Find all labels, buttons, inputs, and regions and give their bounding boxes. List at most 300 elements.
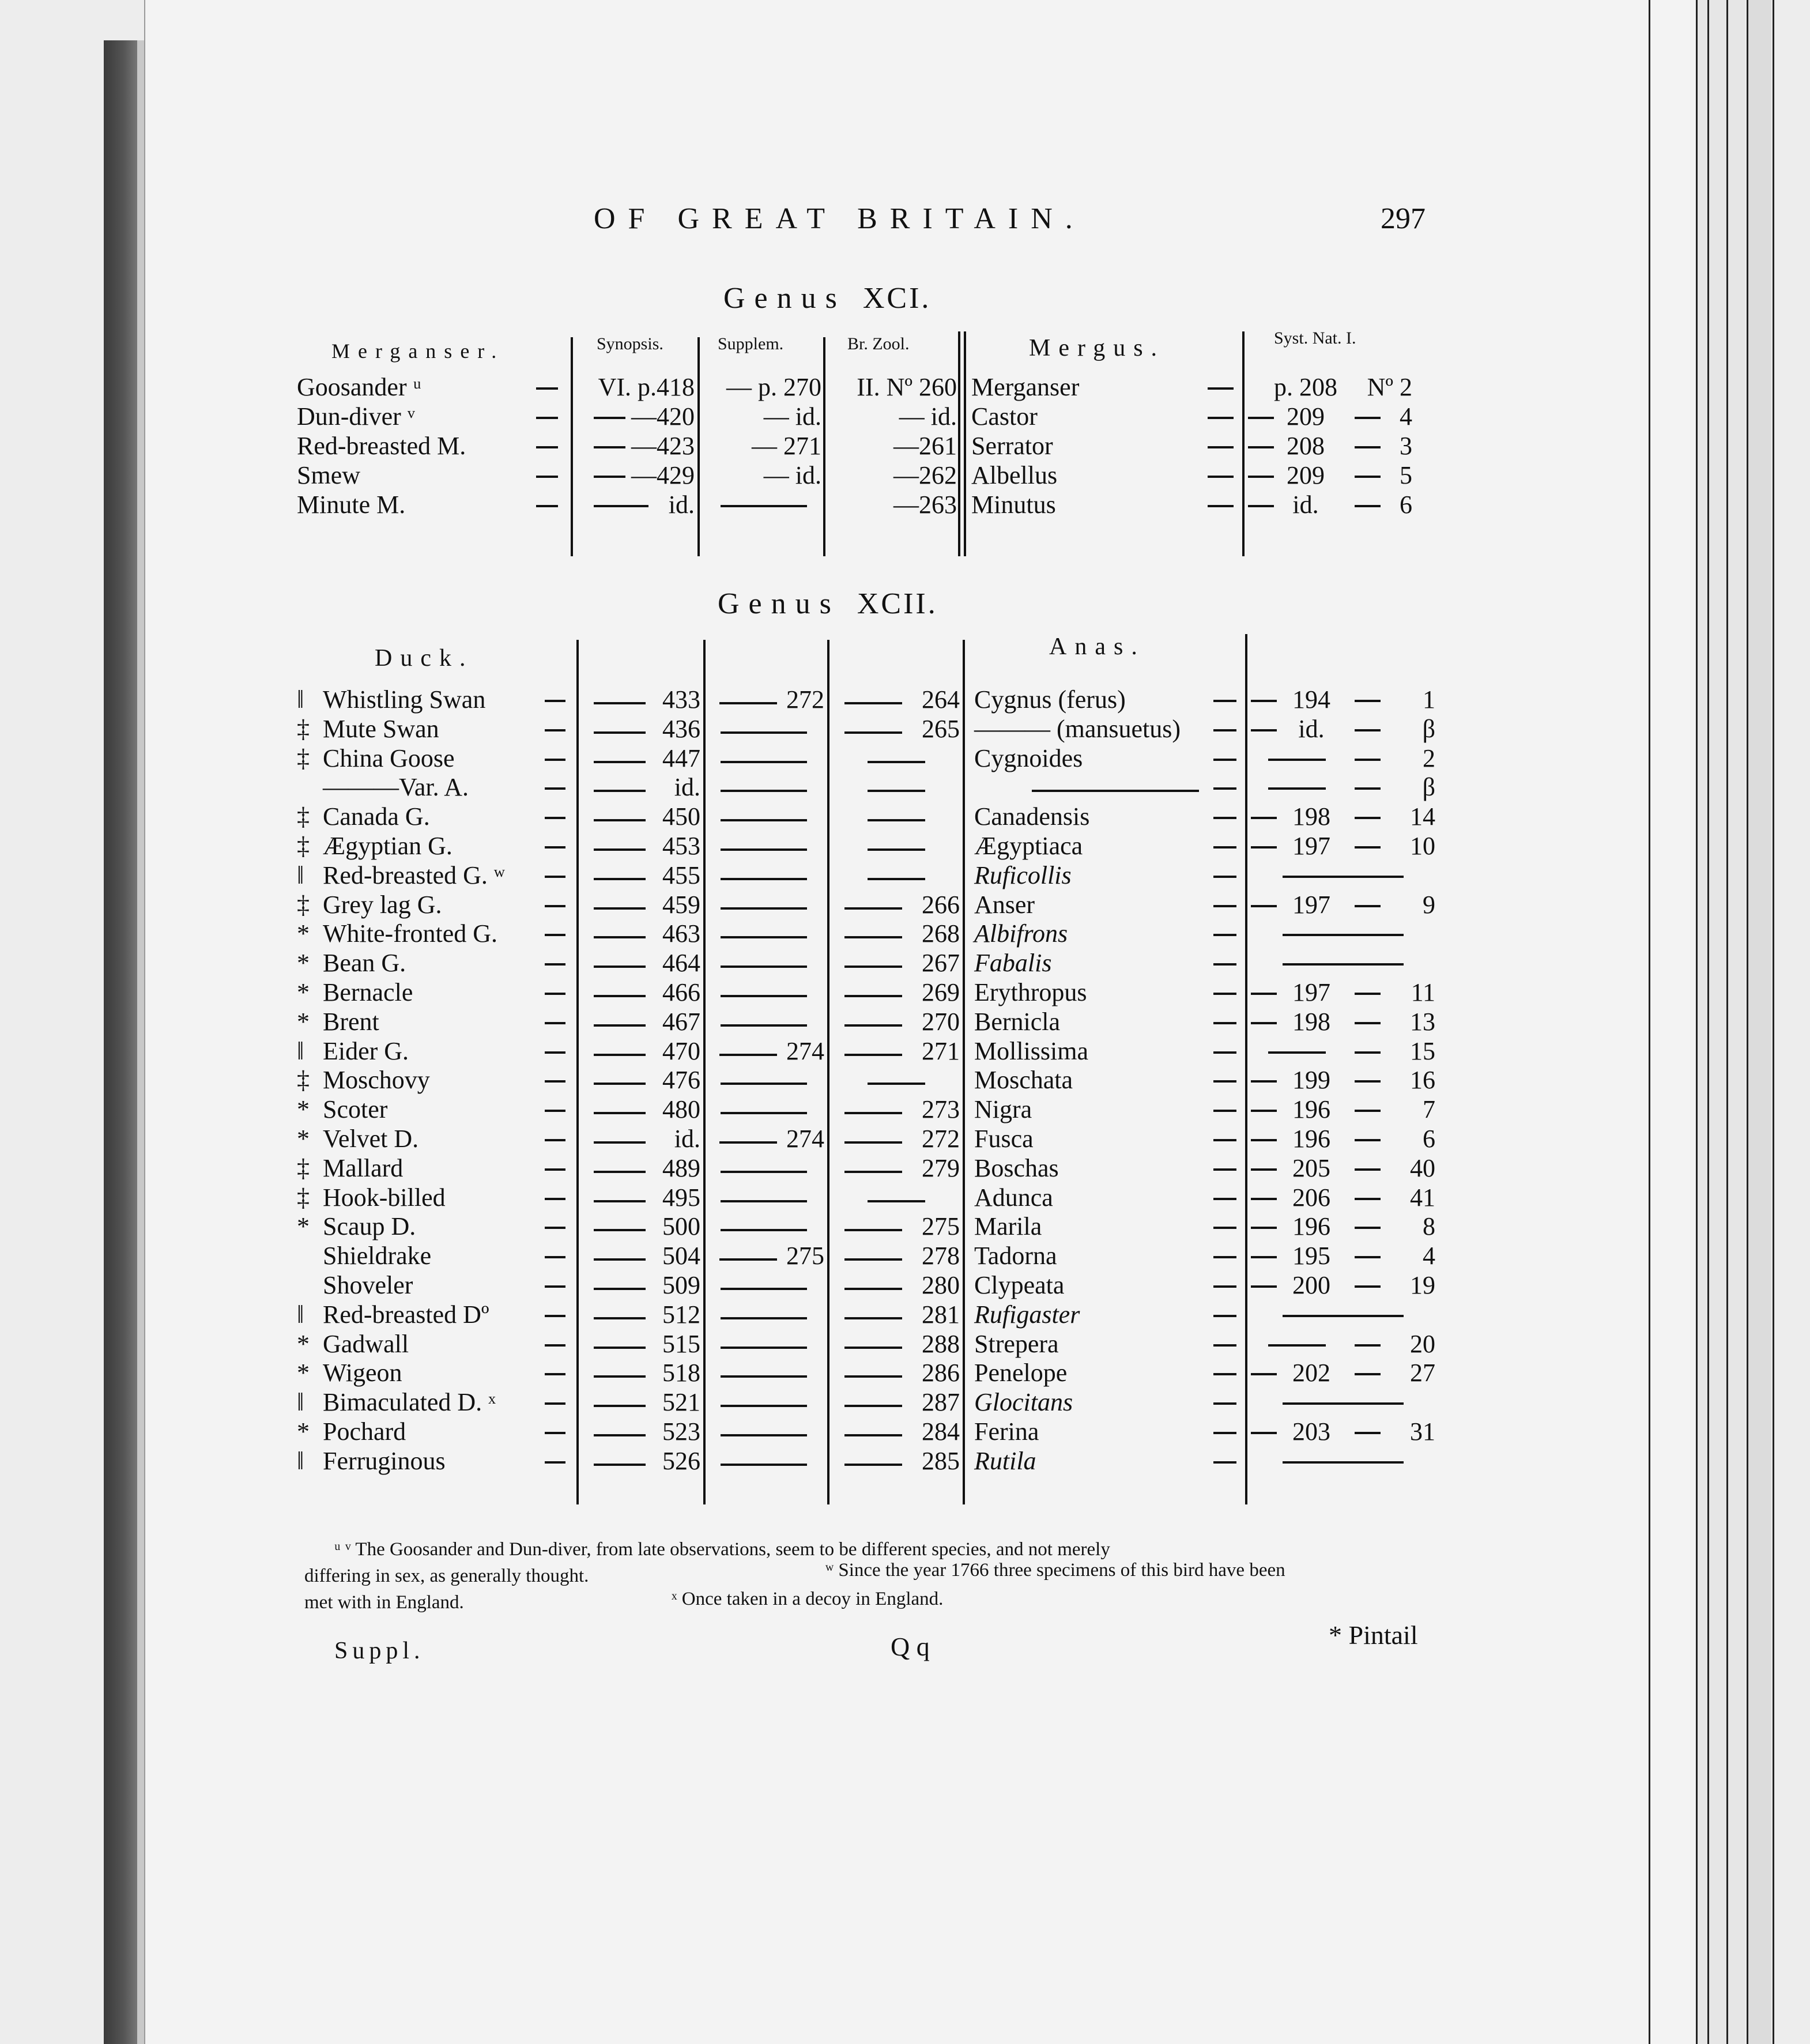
dash-rule [1213,817,1236,819]
brzool-ref: 285 [922,1447,960,1475]
synopsis-ref: 470 [662,1037,700,1065]
latin-name: Fabalis [974,949,1052,977]
dash-rule [1251,1110,1277,1112]
latin-name: Ruficollis [974,861,1072,889]
supplement-ref: — p. 270 [726,373,821,401]
dash-rule [545,1373,565,1375]
species-name: Velvet D. [323,1125,419,1153]
dash-rule [1251,729,1277,731]
reference-mark: * [297,1008,310,1036]
dash-rule [1213,1402,1236,1405]
dash-rule [545,905,565,907]
reference-mark: ‡ [297,715,310,743]
dash-rule [1251,1022,1277,1024]
dash-rule [1283,934,1404,936]
dash-rule [721,790,807,792]
systnat-page: id. [1292,491,1319,519]
dash-rule [545,1256,565,1258]
dash-rule [1251,1285,1277,1288]
systnat-page: 197 [1292,891,1330,919]
dash-rule [721,1288,807,1290]
reference-mark: ‖ [297,1037,304,1065]
latin-name: Strepera [974,1330,1059,1358]
dash-rule [545,700,565,702]
species-name: Scoter [323,1095,388,1123]
dash-rule [545,1402,565,1405]
dash-rule [1213,759,1236,761]
genus-number: XCII. [857,587,938,620]
latin-name: Cygnoides [974,744,1083,772]
dash-rule [545,1022,565,1024]
dash-rule [1251,1373,1277,1375]
dash-rule [1213,1285,1236,1288]
footnote-line: ˣ Once taken in a decoy in England. [672,1589,944,1609]
dash-rule [536,417,558,419]
dash-rule [868,790,925,792]
dash-rule [545,1432,565,1434]
species-name: Bernacle [323,978,413,1006]
synopsis-ref: —423 [631,432,695,460]
dash-rule [536,387,558,390]
dash-rule [721,1434,807,1436]
column-rule [1242,331,1245,556]
systnat-page: 198 [1292,802,1330,831]
synopsis-ref: 489 [662,1154,700,1182]
species-name: Bimaculated D. ˣ [323,1388,496,1416]
systnat-number: 10 [1410,832,1435,860]
catchword: * Pintail [1329,1620,1418,1650]
reference-mark: ‡ [297,832,310,860]
systnat-page: p. 208 [1274,373,1337,401]
dash-rule [1213,1461,1236,1464]
species-name: Goosander ᵘ [297,373,422,401]
supplement-ref: 274 [786,1037,824,1065]
species-name: White-fronted G. [323,919,497,948]
dash-rule [536,446,558,448]
merganser-column-head: Merganser. [331,340,505,363]
systnat-page: 200 [1292,1271,1330,1299]
latin-name: Mollissima [974,1037,1089,1065]
dash-rule [545,934,565,936]
book-gutter [104,40,137,2044]
synopsis-ref: 463 [662,919,700,948]
systnat-page: 205 [1292,1154,1330,1182]
dash-rule [721,936,807,938]
species-name: Eider G. [323,1037,409,1065]
supplement-column-head: Supplem. [718,334,784,353]
dash-rule [1213,1022,1236,1024]
dash-rule [1251,993,1277,995]
species-name: Red-breasted Dº [323,1300,489,1329]
reference-mark: ‖ [297,861,304,889]
synopsis-ref: 500 [662,1212,700,1240]
systnat-number: 11 [1411,978,1435,1006]
dash-rule [721,966,807,968]
dash-rule [721,1112,807,1114]
supplement-ref: — 271 [752,432,821,460]
column-rule [964,331,966,556]
dash-rule [1251,1432,1277,1434]
synopsis-ref: —420 [631,402,695,431]
synopsis-ref: 450 [662,802,700,831]
signature: Suppl. [334,1638,425,1664]
dash-rule [1213,787,1236,790]
synopsis-ref: 455 [662,861,700,889]
synopsis-ref: VI. p.418 [598,373,695,401]
dash-rule [545,993,565,995]
dash-rule [1213,1373,1236,1375]
systnat-page: 206 [1292,1183,1330,1212]
dash-rule [545,1198,565,1200]
systnat-page: 203 [1292,1417,1330,1446]
reference-mark: ‡ [297,891,310,919]
systnat-number: 13 [1410,1008,1435,1036]
dash-rule [1283,963,1404,966]
brzool-ref: 272 [922,1125,960,1153]
book-gutter-edge [137,40,144,2044]
dash-rule [1248,476,1274,478]
dash-rule [545,817,565,819]
brzool-ref: —261 [893,432,957,460]
brzool-ref: 275 [922,1212,960,1240]
dash-rule [545,759,565,761]
dash-rule [1268,1344,1326,1347]
dash-rule [868,1200,925,1202]
species-name: Shoveler [323,1271,413,1299]
latin-name: Anser [974,891,1035,919]
synopsis-ref: 467 [662,1008,700,1036]
dash-rule [1268,759,1326,761]
synopsis-ref: 436 [662,715,700,743]
reference-mark: * [297,1095,310,1123]
reference-mark: ‡ [297,1066,310,1094]
reference-mark: ‖ [297,685,304,714]
systnat-number: 16 [1410,1066,1435,1094]
dash-rule [545,1080,565,1083]
reference-mark: * [297,1125,310,1153]
latin-name: Nigra [974,1095,1032,1123]
synopsis-ref: id. [668,491,695,519]
dash-rule [721,1024,807,1027]
synopsis-ref: 512 [662,1300,700,1329]
dash-rule [545,1110,565,1112]
synopsis-ref: 447 [662,744,700,772]
latin-name: Adunca [974,1183,1053,1212]
reference-mark: ‖ [297,1388,304,1416]
systnat-number: β [1422,715,1435,743]
column-rule [958,331,960,556]
synopsis-ref: 495 [662,1183,700,1212]
brzool-ref: 271 [922,1037,960,1065]
brzool-ref: 270 [922,1008,960,1036]
synopsis-ref: 515 [662,1330,700,1358]
dash-rule [1251,1168,1277,1171]
dash-rule [721,731,807,734]
latin-name: ——— (mansuetus) [974,715,1181,743]
species-name: Grey lag G. [323,891,442,919]
systnat-number: 3 [1400,432,1412,460]
dash-rule [594,505,648,507]
species-name: Moschovy [323,1066,430,1094]
brzool-ref: 284 [922,1417,960,1446]
dash-rule [721,995,807,997]
dash-rule [721,761,807,763]
dash-rule [545,1051,565,1054]
column-rule [703,640,706,1504]
dash-rule [1213,1227,1236,1229]
latin-name: Bernicla [974,1008,1061,1036]
dash-rule [1208,505,1234,507]
dash-rule [545,1168,565,1171]
brzool-ref: 264 [922,685,960,714]
dash-rule [1208,387,1234,390]
species-name: Gadwall [323,1330,409,1358]
dash-rule [1268,787,1326,790]
dash-rule [721,505,807,507]
genus-word: Genus [718,587,840,620]
species-name: Hook-billed [323,1183,446,1212]
mergus-column-head: Mergus. [1029,335,1166,361]
systnat-number: 5 [1400,461,1412,489]
dash-rule [721,848,807,851]
brzool-ref: 278 [922,1242,960,1270]
species-name: Ferruginous [323,1447,446,1475]
supplement-ref: 275 [786,1242,824,1270]
dash-rule [545,1227,565,1229]
systnat-column-head: Syst. Nat. I. [1274,329,1356,348]
systnat-number: 1 [1423,685,1435,714]
dash-rule [545,1461,565,1464]
latin-name: Penelope [974,1359,1068,1387]
dash-rule [1283,1402,1404,1405]
column-rule [963,640,965,1504]
column-rule [823,337,825,556]
reference-mark: * [297,1212,310,1240]
synopsis-ref: 518 [662,1359,700,1387]
dash-rule [1268,1051,1326,1054]
species-name: Minute M. [297,491,406,519]
systnat-number: 20 [1410,1330,1435,1358]
systnat-number: β [1422,773,1435,801]
systnat-page: 202 [1292,1359,1330,1387]
systnat-page: 197 [1292,832,1330,860]
duck-column-head: Duck. [375,645,474,672]
dash-rule [545,1315,565,1317]
systnat-number: 4 [1423,1242,1435,1270]
reference-mark: ‖ [297,1300,304,1329]
page-number: 297 [1381,202,1426,235]
species-name: Brent [323,1008,379,1036]
dash-rule [1032,790,1199,792]
reference-mark: * [297,978,310,1006]
latin-name: Rutila [974,1447,1036,1475]
dash-rule [868,1083,925,1085]
latin-name: Tadorna [974,1242,1057,1270]
reference-mark: ‡ [297,1154,310,1182]
column-rule [827,640,829,1504]
genus-word: Genus [723,282,846,315]
dash-rule [1283,1315,1404,1317]
brzool-ref: 268 [922,919,960,948]
brzool-ref: — id. [899,402,957,431]
brzool-ref: 273 [922,1095,960,1123]
species-name: ———Var. A. [323,773,469,801]
brzool-ref: —262 [893,461,957,489]
synopsis-ref: 453 [662,832,700,860]
dash-rule [721,1405,807,1407]
genus-xci-title [723,281,931,315]
dash-rule [1213,905,1236,907]
dash-rule [721,1083,807,1085]
synopsis-ref: —429 [631,461,695,489]
dash-rule [545,1285,565,1288]
brzool-ref: 286 [922,1359,960,1387]
brzool-ref: 267 [922,949,960,977]
systnat-page: 196 [1292,1125,1330,1153]
dash-rule [721,1200,807,1202]
dash-rule [868,878,925,880]
latin-name: Glocitans [974,1388,1073,1416]
species-name: Red-breasted G. ʷ [323,861,505,889]
supplement-ref: 272 [786,685,824,714]
genus-number: XCI. [862,282,932,315]
brzool-ref: 265 [922,715,960,743]
dash-rule [545,1344,565,1347]
systnat-page: 195 [1292,1242,1330,1270]
synopsis-ref: 521 [662,1388,700,1416]
dash-rule [1213,1432,1236,1434]
latin-name: Ferina [974,1417,1039,1446]
brzool-ref: 266 [922,891,960,919]
dash-rule [1251,846,1277,848]
latin-name: Merganser [971,373,1080,401]
synopsis-ref: 480 [662,1095,700,1123]
species-name: Pochard [323,1417,406,1446]
latin-name: Albellus [971,461,1058,489]
column-rule [576,640,579,1504]
dash-rule [721,1347,807,1349]
systnat-page: 209 [1287,402,1325,431]
systnat-page: 197 [1292,978,1330,1006]
synopsis-ref: id. [674,773,700,801]
synopsis-ref: 466 [662,978,700,1006]
systnat-page: 198 [1292,1008,1330,1036]
species-name: Red-breasted M. [297,432,466,460]
dash-rule [1251,700,1277,702]
dash-rule [721,819,807,821]
reference-mark: ‖ [297,1447,304,1475]
synopsis-ref: id. [674,1125,700,1153]
dash-rule [721,1464,807,1466]
dash-rule [1213,1315,1236,1317]
systnat-number: 2 [1423,744,1435,772]
genus-xcii-title [718,587,938,621]
dash-rule [1213,700,1236,702]
synopsis-ref: 509 [662,1271,700,1299]
synopsis-ref: 464 [662,949,700,977]
supplement-ref: — id. [763,402,821,431]
column-rule [697,337,700,556]
dash-rule [868,848,925,851]
reference-mark: * [297,1417,310,1446]
systnat-page: 199 [1292,1066,1330,1094]
supplement-ref: — id. [763,461,821,489]
species-name: Whistling Swan [323,685,486,714]
systnat-number: 27 [1410,1359,1435,1387]
species-name: Canada G. [323,802,430,831]
species-name: Dun-diver ᵛ [297,402,415,431]
systnat-number: 14 [1410,802,1435,831]
latin-name: Marila [974,1212,1042,1240]
dash-rule [868,819,925,821]
species-name: Wigeon [323,1359,402,1387]
running-head: OF GREAT BRITAIN. [594,202,1085,235]
systnat-number: Nº 2 [1367,373,1412,401]
dash-rule [1213,1198,1236,1200]
latin-name: Minutus [971,491,1056,519]
synopsis-ref: 459 [662,891,700,919]
dash-rule [594,476,625,478]
dash-rule [1251,1139,1277,1141]
reference-mark: ‡ [297,744,310,772]
synopsis-ref: 504 [662,1242,700,1270]
systnat-number: 6 [1423,1125,1435,1153]
dash-rule [721,1171,807,1173]
supplement-ref: 274 [786,1125,824,1153]
dash-rule [594,417,625,419]
dash-rule [545,1139,565,1141]
dash-rule [536,505,558,507]
dash-rule [1208,417,1234,419]
reference-mark: * [297,1359,310,1387]
latin-name: Rufigaster [974,1300,1080,1329]
latin-name: Ægyptiaca [974,832,1083,860]
dash-rule [1213,1344,1236,1347]
latin-name: Serrator [971,432,1053,460]
footnote-line: met with in England. [304,1592,464,1613]
latin-name: Castor [971,402,1038,431]
dash-rule [1248,446,1274,448]
dash-rule [1283,1461,1404,1464]
dash-rule [1208,446,1234,448]
systnat-number: 9 [1423,891,1435,919]
latin-name: Moschata [974,1066,1073,1094]
synopsis-ref: 433 [662,685,700,714]
dash-rule [1213,846,1236,848]
footnote-line: ʷ Since the year 1766 three specimens of this bird have been [825,1560,1285,1581]
species-name: China Goose [323,744,455,772]
reference-mark: ‡ [297,802,310,831]
systnat-number: 8 [1423,1212,1435,1240]
latin-name: Cygnus (ferus) [974,685,1126,714]
latin-name: Clypeata [974,1271,1065,1299]
systnat-number: 31 [1410,1417,1435,1446]
footnote-line: ᵘ ᵛ The Goosander and Dun-diver, from late observations, seem to be different species, and not merely [334,1539,1110,1560]
latin-name: Canadensis [974,802,1090,831]
dash-rule [545,787,565,790]
systnat-page: 196 [1292,1212,1330,1240]
species-name: Mallard [323,1154,404,1182]
anas-column-head: Anas. [1049,633,1145,660]
dash-rule [1251,1227,1277,1229]
dash-rule [1213,993,1236,995]
dash-rule [594,446,625,448]
synopsis-ref: 523 [662,1417,700,1446]
brzool-ref: 269 [922,978,960,1006]
systnat-number: 41 [1410,1183,1435,1212]
dash-rule [545,876,565,878]
dash-rule [1248,417,1274,419]
